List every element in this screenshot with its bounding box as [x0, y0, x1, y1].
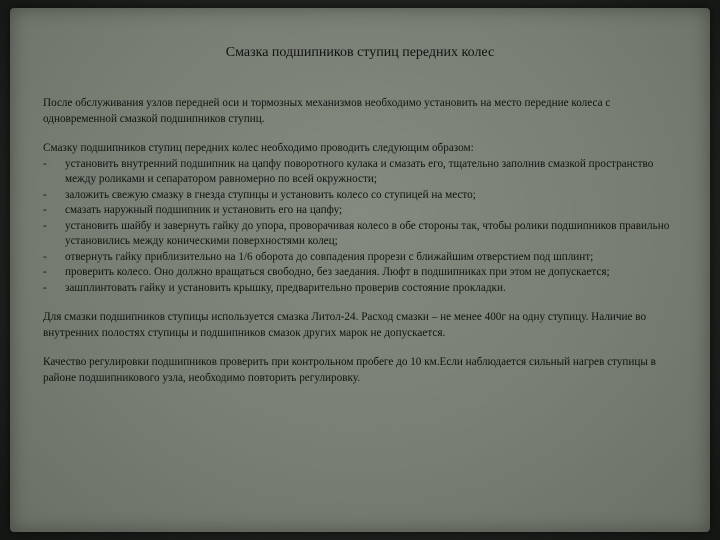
bullet-marker: - — [43, 266, 47, 278]
list-item-text: установить внутренний подшипник на цапфу поворотного кулака и смазать его, тщательно заполнив смазкой пространство между роликами и сепаратором равномерно по всей окружности; — [65, 157, 654, 185]
list-item — [43, 203, 673, 219]
bullet-marker: - — [43, 188, 47, 201]
bullet-marker: - — [43, 157, 47, 170]
spacer — [43, 296, 673, 310]
slide-body — [43, 96, 673, 386]
bullet-marker: - — [43, 219, 47, 232]
slide — [10, 8, 710, 532]
bullet-marker: - — [43, 250, 47, 263]
list-item-text: заложить свежую смазку в гнезда ступицы и установить колесо со ступицей на место; — [65, 188, 476, 201]
list-item — [43, 265, 673, 281]
list-item-text: отвернуть гайку приблизительно на 1/6 оборота до совпадения прорези с ближайшим отверстием под шплинт; — [65, 250, 594, 263]
paragraph-quality-check: Качество регулировки подшипников проверить при контрольном пробеге до 10 км.Если наблюдается сильный нагрев ступицы в районе подшипникового узла, необходимо повторить регулировку. — [43, 356, 656, 384]
bullet-marker: - — [43, 281, 47, 294]
paragraph-procedure-intro: Смазку подшипников ступиц передних колес необходимо проводить следующим образом: — [43, 142, 474, 154]
spacer — [43, 127, 673, 141]
list-item-text: установить шайбу и завернуть гайку до упора, проворачивая колесо в обе стороны так, чтобы ролики подшипников правильно установились между коническими поверхностями колец; — [65, 219, 670, 247]
slide-title: Смазка подшипников ступиц передних колес — [225, 45, 495, 60]
list-item — [43, 219, 673, 250]
paragraph-lubricant: Для смазки подшипников ступицы используется смазка Литол-24. Расход смазки – не менее 400г на одну ступицу. Наличие во внутренних полостях ступицы и подшипников смазок других марок не допускается. — [43, 311, 647, 339]
spacer — [43, 341, 673, 355]
list-item-text: проверить колесо. Оно должно вращаться свободно, без заедания. Люфт в подшипниках при этом не допускается; — [65, 266, 610, 278]
list-item-text: смазать наружный подшипник и установить его на цапфу; — [65, 204, 343, 216]
bullet-marker: - — [43, 204, 47, 216]
list-item — [43, 250, 673, 266]
list-item — [43, 188, 673, 204]
list-item-text: зашплинтовать гайку и установить крышку, предварительно проверив состояние прокладки. — [65, 281, 506, 294]
paragraph-intro: После обслуживания узлов передней оси и тормозных механизмов необходимо установить на место передние колеса с одновременной смазкой подшипников ступиц. — [43, 97, 611, 125]
list-item — [43, 157, 673, 188]
list-item — [43, 281, 673, 297]
